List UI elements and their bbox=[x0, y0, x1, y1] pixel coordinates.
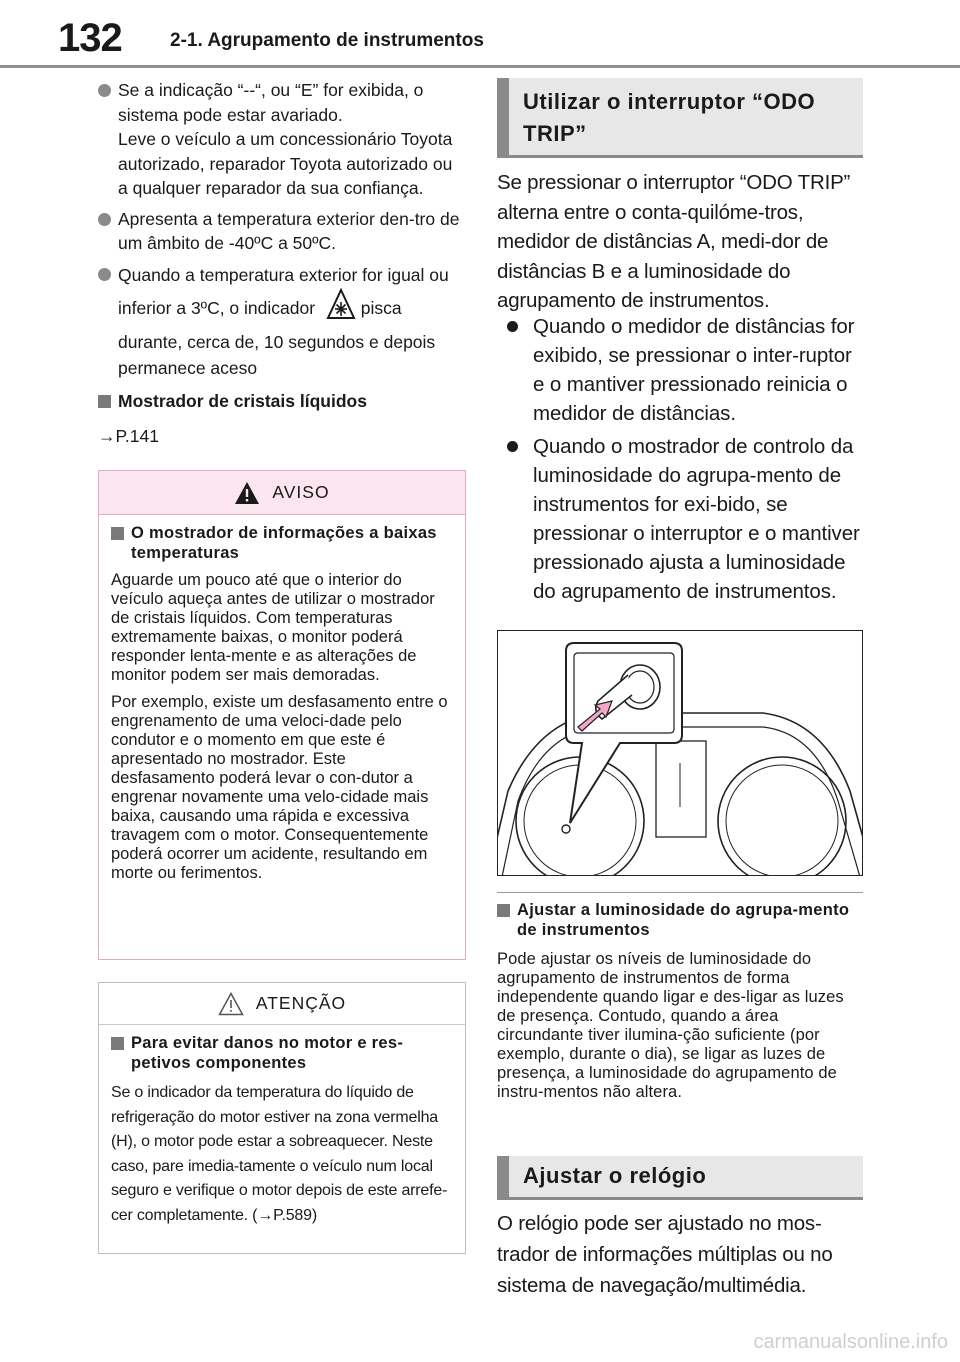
left-column bbox=[98, 78, 466, 447]
clock-paragraph: O relógio pode ser ajustado no mos-trador de informações múltiplas ou no sistema de navegação/multimédia. bbox=[497, 1212, 833, 1297]
subheading-brightness: Ajustar a luminosidade do agrupa-mento de instrumentos bbox=[497, 900, 865, 940]
notice-subheading: Para evitar danos no motor e res-petivos componentes bbox=[111, 1033, 453, 1073]
bullet-text: Quando a temperatura exterior for igual ou inferior a 3ºC, o indicador bbox=[118, 264, 449, 318]
section-heading-odo-trip: Utilizar o interruptor “ODO TRIP” bbox=[497, 78, 863, 158]
warning-icon bbox=[234, 481, 260, 505]
chapter-title: 2-1. Agrupamento de instrumentos bbox=[170, 30, 484, 51]
notice-box bbox=[98, 982, 466, 1254]
bullet-text: Apresenta a temperatura exterior den-tro de um âmbito de -40ºC a 50ºC. bbox=[118, 208, 460, 253]
notice-title: ATENÇÃO bbox=[255, 993, 347, 1013]
warning-body bbox=[99, 515, 465, 901]
bullet-text: pisca durante, cerca de, 10 segundos e depois permanece aceso bbox=[118, 297, 436, 378]
watermark: carmanualsonline.info bbox=[753, 1331, 948, 1353]
bullet-item bbox=[98, 78, 466, 201]
warning-paragraph: Por exemplo, existe um desfasamento entre o engrenamento de uma veloci-dade pelo condutor e o momento em que este é apresentado no mostrador. Este desfasamento poderá levar o con-dutor a engrenar novamente uma velo-cidade mais baixa, causando uma rápida e excessiva travagem com o motor. Consequentemente poderá ocorrer um acidente, resultando em morte ou ferimentos. bbox=[111, 693, 448, 882]
bullet-item: Quando o mostrador de controlo da luminosidade do agrupa-mento de instrumentos for exi-bido, se pressionar o interruptor e o mantiver pressionado ajusta a luminosidade do agrupamento de instrumentos. bbox=[505, 432, 865, 606]
bullet-list bbox=[505, 312, 865, 610]
notice-header bbox=[99, 983, 465, 1025]
warning-paragraph: Aguarde um pouco até que o interior do veículo aqueça antes de utilizar o mostrador de cristais líquidos. Com temperaturas extremamente baixas, o monitor poderá responder lenta-mente e as alterações de monitor podem ser mais demoradas. bbox=[111, 571, 435, 684]
bullet-item bbox=[98, 262, 466, 381]
bullet-text: Se a indicação “--“, ou “E” for exibida, o sistema pode estar avariado. bbox=[118, 80, 424, 125]
figure-divider bbox=[497, 892, 863, 893]
bullet-item: Quando o medidor de distâncias for exibido, se pressionar o inter-ruptor e o mantiver pressionado reinicia o medidor de distâncias. bbox=[505, 312, 865, 428]
instrument-cluster-illustration bbox=[497, 630, 863, 876]
caution-icon bbox=[218, 992, 244, 1016]
warning-header bbox=[99, 471, 465, 515]
warning-title: AVISO bbox=[272, 482, 330, 502]
bullet-text: Leve o veículo a um concessionário Toyota autorizado, reparador Toyota autorizado ou a qualquer reparador da sua confiança. bbox=[118, 129, 453, 198]
warning-box bbox=[98, 470, 466, 960]
brightness-paragraph: Pode ajustar os níveis de luminosidade do agrupamento de instrumentos de forma independente quando ligar e des-ligar as luzes de presença. Contudo, quando a área circundante tiver ilumina-ção suficiente (por exemplo, durante o dia), se ligar as luzes de presença, a luminosidade do agrupamento de instru-mentos não altera. bbox=[497, 950, 844, 1101]
notice-body bbox=[99, 1025, 465, 1246]
subheading: Mostrador de cristais líquidos bbox=[98, 391, 466, 412]
section-heading-clock: Ajustar o relógio bbox=[497, 1156, 863, 1200]
bullet-item bbox=[98, 207, 466, 256]
page-reference: →P.141 bbox=[98, 425, 159, 446]
low-temperature-indicator-icon bbox=[326, 288, 356, 329]
intro-paragraph: Se pressionar o interruptor “ODO TRIP” alterna entre o conta-quilóme-tros, medidor de distâncias A, medi-dor de distâncias B e a luminosidade do agrupamento de instrumentos. bbox=[497, 171, 851, 312]
header-divider bbox=[0, 65, 960, 68]
warning-subheading: O mostrador de informações a baixas temperaturas bbox=[111, 523, 453, 563]
notice-paragraph: Se o indicador da temperatura do líquido de refrigeração do motor estiver na zona vermelha (H), o motor pode estar a sobreaquecer. Neste caso, pare imedia-tamente o veículo num local seguro e verifique o motor depois de este arrefe-cer completamente. (→P.589) bbox=[111, 1084, 448, 1224]
page-number: 132 bbox=[58, 16, 122, 60]
